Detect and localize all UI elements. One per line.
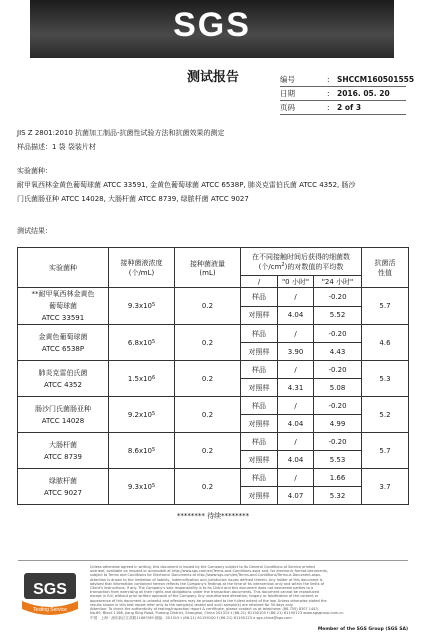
activity-cell: 5.7 (362, 433, 409, 469)
strain-cell (18, 433, 109, 469)
strains-label: 实验菌种： (17, 167, 52, 175)
header-text: (个$/cm^2$)的对数值的平均数 (258, 261, 344, 271)
address-cn: 中国 · 上海 · 浦东新区江滨路1168号69 邮编：201315 t (86-21) 61190100 f (86-21) 61190123 e sgs.china@sgs.com (90, 616, 292, 620)
strain-name: 大肠杆菌 (49, 440, 77, 449)
strain-name: ATCC 4352 (44, 380, 82, 389)
sample-24h: -0.20 (314, 325, 362, 343)
table-row (18, 288, 409, 307)
sample-0h: / (278, 469, 314, 487)
control-label: 对照样 (241, 415, 278, 433)
member-note: Member of the SGS Group (SGS SA) (317, 627, 408, 632)
badge-shape (18, 565, 82, 621)
sample-label: 样品 (241, 397, 278, 415)
control-label: 对照样 (241, 379, 278, 397)
disclaimer-line: Attention is drawn to the limitation of liability, indemnification and jurisdiction issues defined therein. Any holder of this document is (90, 577, 323, 582)
sample-24h: -0.20 (314, 433, 362, 451)
meta-label: 日期 (280, 89, 295, 98)
control-0h: 4.04 (278, 451, 314, 469)
disclaimer-line: advised that information contained hereon reflects the Company's findings at the time of its intervention only and within the limits of (90, 581, 325, 586)
meta-value: SHCCM160501555 (337, 75, 415, 84)
sample-24h: 1.66 (314, 469, 362, 487)
footer-divider (18, 560, 408, 561)
sample-label: 样品 (241, 433, 278, 451)
strain-cell (18, 325, 109, 361)
sgs-testing-service-badge (18, 565, 82, 621)
badge-caption: Testing Service (33, 607, 67, 613)
strain-cell (18, 288, 109, 325)
sample-0h: / (278, 325, 314, 343)
subheader-24h: "24 小时" (314, 276, 362, 288)
volume-cell: 0.2 (175, 397, 241, 433)
header-text: 在不同接触时间后获得的细菌数 (252, 252, 350, 261)
strain-code: ATCC 33591 (41, 314, 85, 322)
volume-cell: 0.2 (175, 325, 241, 361)
strain-name: 绿脓杆菌 (49, 476, 77, 485)
sample-24h: -0.20 (314, 288, 362, 307)
sample-label: 样品 (241, 361, 278, 379)
sample-0h: / (278, 288, 314, 307)
control-24h: 5.53 (314, 451, 362, 469)
strain-name: ATCC 14028 (41, 416, 85, 425)
activity-cell: 5.2 (362, 397, 409, 433)
sample-label: 样品 (241, 288, 278, 307)
meta-label: 编号 (280, 75, 295, 84)
header-text: 接种菌液量 (190, 259, 225, 268)
activity-cell: 4.6 (362, 325, 409, 361)
volume-cell: 0.2 (175, 361, 241, 397)
sample-label: 样品 (241, 469, 278, 487)
sample-0h: / (278, 361, 314, 379)
strain-cell (18, 397, 109, 433)
header-text: 接种菌液浓度 (120, 258, 163, 267)
header-text: (个/mL) (128, 268, 155, 277)
table-row (18, 397, 409, 415)
sample-description: 样品描述：1 袋 袋装片材 (17, 143, 96, 151)
disclaimer-line: appearance of this document is unlawful and offenders may be prosecuted to the fullest extent of the law. Unless otherwise stated the (90, 598, 327, 603)
strain-name: 金黄色葡萄球菌 (38, 332, 88, 341)
header-strain: 实验菌种 (18, 248, 109, 288)
control-24h: 5.52 (314, 306, 362, 325)
header-text: 抗菌活 (374, 258, 396, 267)
concentration-cell: $9.2x10^5$ (109, 397, 175, 433)
volume-cell: 0.2 (175, 288, 241, 325)
sample-24h: -0.20 (314, 361, 362, 379)
continued-note: ******** 待续******** (176, 512, 250, 520)
meta-value: 2016. 05. 20 (337, 89, 390, 98)
activity-cell: 3.7 (362, 469, 409, 505)
strain-name: 肠沙门氏菌肠亚种 (35, 404, 91, 413)
control-0h: 4.31 (278, 379, 314, 397)
table-row (18, 325, 409, 343)
address (90, 611, 408, 625)
meta-divider (280, 86, 406, 87)
header-text: (mL) (199, 268, 216, 277)
meta-divider (280, 100, 406, 101)
control-label: 对照样 (241, 487, 278, 505)
disclaimer-line: results shown in this test report refer only to the sample(s) tested and such sample(s) are retained for 30 days only. (90, 602, 294, 607)
disclaimer-line: Client's instructions, if any. The Company's sole responsibility is to its Client and this document does not exonerate parties to a (90, 586, 314, 591)
report-title: 测试报告 (186, 70, 239, 85)
sample-24h: -0.20 (314, 397, 362, 415)
activity-cell: 5.7 (362, 288, 409, 325)
strain-name: ATCC 8739 (44, 452, 82, 461)
concentration-cell: $9.3x10^5$ (109, 469, 175, 505)
table-row (18, 361, 409, 379)
strain-name: 肺炎克雷伯氏菌 (38, 368, 88, 377)
strain-name: 葡萄球菌 (49, 302, 77, 310)
disclaimer (90, 565, 408, 611)
disclaimer-line: overleaf, available on request or accessible at http://www.sgs.com/en/Terms-and-Conditions.aspx and, for electronic format documents, (90, 569, 329, 574)
control-0h: 4.04 (278, 415, 314, 433)
control-0h: 4.07 (278, 487, 314, 505)
address-en: No.69, Block 1168, Jiang Bing Road, Pudong District, Shanghai, China 201315 t (86-21) 61190100 f (86-21) 61190123 www.sgsgroup.com.cn (90, 611, 344, 615)
control-0h: 3.90 (278, 343, 314, 361)
concentration-cell: $6.8x10^5$ (109, 325, 175, 361)
header-bacterial-count (241, 248, 362, 276)
disclaimer-line: except in full, without prior written approval of the Company. Any unauthorized alteration, forgery or falsification of the content or (90, 594, 319, 599)
disclaimer-line: subject to Terms and Conditions for Electronic Documents at http://www.sgs.com/en/Terms-and-Conditions/Terms-e-Document.aspx. (90, 573, 322, 578)
header-inoculum-concentration (109, 248, 175, 288)
header-antibacterial-activity (362, 248, 409, 288)
strain-cell (18, 361, 109, 397)
control-label: 对照样 (241, 306, 278, 325)
meta-divider (280, 114, 406, 115)
volume-cell: 0.2 (175, 433, 241, 469)
strains-line: 门氏菌肠亚种 ATCC 14028, 大肠杆菌 ATCC 8739, 绿脓杆菌 ATCC 9027 (17, 195, 249, 203)
activity-cell: 5.3 (362, 361, 409, 397)
control-24h: 4.99 (314, 415, 362, 433)
strain-name: ATCC 9027 (44, 488, 82, 497)
control-24h: 5.32 (314, 487, 362, 505)
sample-0h: / (278, 433, 314, 451)
test-standard: JIS Z 2801:2010 抗菌加工制品-抗菌性试验方法和抗菌效果的测定 (17, 129, 225, 137)
meta-label: 页码 (280, 103, 295, 112)
control-0h: 4.04 (278, 306, 314, 325)
disclaimer-line: transaction from exercising all their rights and obligations under the transaction documents. This document cannot be reproduced (90, 590, 320, 595)
strain-name: **耐甲氧西林金黄色 (31, 290, 95, 298)
sample-0h: / (278, 397, 314, 415)
table-row (18, 469, 409, 487)
disclaimer-line: Attention: To check the authenticity of testing/inspection report & certificate, please contact us at telephone: (86-755) 8307 1443, (90, 607, 319, 611)
sample-label: 样品 (241, 325, 278, 343)
sgs-logo-text: SGS (173, 6, 251, 44)
table-row (18, 433, 409, 451)
disclaimer-line: Unless otherwise agreed in writing, this document is issued by the Company subject to its General Conditions of Service printed (90, 565, 315, 569)
header-text: 性值 (378, 268, 392, 277)
subheader-0h: "0 小时" (278, 276, 314, 288)
results-label: 测试结果： (17, 227, 52, 235)
header-inoculum-volume (175, 248, 241, 288)
control-24h: 4.43 (314, 343, 362, 361)
control-label: 对照样 (241, 343, 278, 361)
control-label: 对照样 (241, 451, 278, 469)
sgs-logo (30, 0, 394, 58)
subheader-slash: / (241, 276, 278, 288)
strain-cell (18, 469, 109, 505)
results-table (17, 247, 409, 505)
concentration-cell: $8.6x10^5$ (109, 433, 175, 469)
concentration-cell: $9.3x10^5$ (109, 288, 175, 325)
concentration-cell: $1.5x10^6$ (109, 361, 175, 397)
strains-line: 耐甲氧西林金黄色葡萄球菌 ATCC 33591, 金黄色葡萄球菌 ATCC 6538P, 肺炎克雷伯氏菌 ATCC 4352, 肠沙 (17, 181, 356, 189)
badge-logo-text: SGS (33, 581, 67, 598)
control-24h: 5.08 (314, 379, 362, 397)
strain-name: ATCC 6538P (41, 344, 85, 353)
volume-cell: 0.2 (175, 469, 241, 505)
meta-value: 2 of 3 (337, 103, 362, 112)
